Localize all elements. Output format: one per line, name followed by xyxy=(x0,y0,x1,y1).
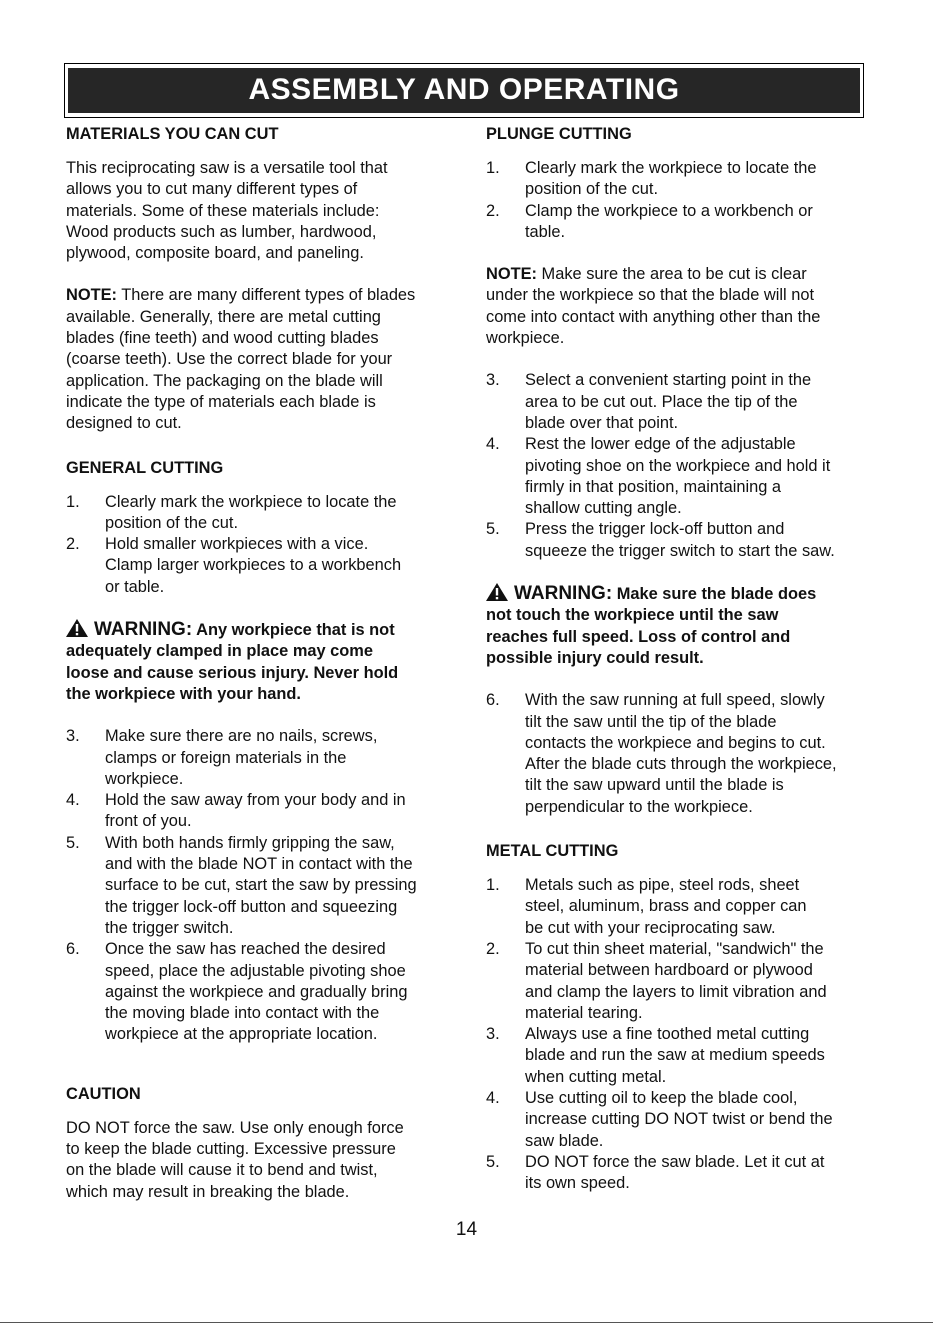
list-item: 1. Metals such as pipe, steel rods, sheet steel, aluminum, brass and copper can be cut with your reciprocating saw. xyxy=(486,876,807,937)
section-title: ASSEMBLY AND OPERATING xyxy=(68,68,860,113)
warning-triangle-icon xyxy=(66,619,88,637)
speed-warning: WARNING: Make sure the blade does not touch the workpiece until the saw reaches full speed. Loss of control and possible injury could result. xyxy=(486,583,817,667)
list-item: 2. Clamp the workpiece to a workbench or table. xyxy=(486,201,813,241)
area-note: NOTE: Make sure the area to be cut is clear under the workpiece so that the blade will not come into contact with anything other than the workpiece. xyxy=(486,265,821,348)
right-column xyxy=(486,122,876,1194)
caution-heading: CAUTION xyxy=(66,1084,141,1103)
list-item: 4. Rest the lower edge of the adjustable pivoting shoe on the workpiece and hold it firmly in that position, maintaining a shallow cutting angle. xyxy=(486,435,831,518)
list-item: 6. Once the saw has reached the desired speed, place the adjustable pivoting shoe against the workpiece and gradually bring the moving blade into contact with the workpiece at the appropriate location. xyxy=(66,940,408,1044)
list-item: 6. With the saw running at full speed, slowly tilt the saw until the tip of the blade contacts the workpiece and begins to cut. After the blade cuts through the workpiece, tilt the saw upward until the blade is perpendicular to the workpiece. xyxy=(486,691,837,816)
plunge-steps-c xyxy=(486,690,876,818)
left-column xyxy=(66,122,451,1203)
section-banner xyxy=(64,63,864,118)
clamp-warning: WARNING: Any workpiece that is not adequately clamped in place may come loose and cause serious injury. Never hold the workpiece with your hand. xyxy=(66,619,399,703)
note-label: NOTE: xyxy=(66,286,117,305)
list-item: 3. Select a convenient starting point in the area to be cut out. Place the tip of the blade over that point. xyxy=(486,371,812,432)
warning-word: WARNING: xyxy=(514,583,613,605)
bottom-divider xyxy=(0,1322,933,1323)
page-number: 14 xyxy=(455,1219,478,1240)
list-item: 2. To cut thin sheet material, "sandwich" the material between hardboard or plywood and clamp the layers to limit vibration and material tearing. xyxy=(486,939,827,1022)
caution-paragraph: DO NOT force the saw. Use only enough force to keep the blade cutting. Excessive pressure on the blade will cause it to bend and twist, which may result in breaking the blade. xyxy=(66,1118,404,1201)
warning-word: WARNING: xyxy=(94,619,193,641)
plunge-steps-b xyxy=(486,370,876,562)
list-item: 5. Press the trigger lock-off button and squeeze the trigger switch to start the saw. xyxy=(486,520,835,560)
list-item: 4. Use cutting oil to keep the blade cool, increase cutting DO NOT twist or bend the saw blade. xyxy=(486,1088,833,1150)
general-steps-a xyxy=(66,492,451,598)
metal-cutting-heading: METAL CUTTING xyxy=(486,842,619,861)
materials-heading: MATERIALS YOU CAN CUT xyxy=(66,125,279,143)
list-item: 5. With both hands firmly gripping the saw, and with the blade NOT in contact with the surface to be cut, start the saw by pressing the trigger lock-off button and squeezing the trigger switch. xyxy=(66,833,417,937)
list-item: 5. DO NOT force the saw blade. Let it cut at its own speed. xyxy=(486,1152,825,1193)
general-steps-b xyxy=(66,726,451,1045)
general-cutting-heading: GENERAL CUTTING xyxy=(66,458,224,477)
warning-triangle-icon xyxy=(486,583,508,601)
note-label: NOTE: xyxy=(486,265,537,284)
list-item: 3. Always use a fine toothed metal cutting blade and run the saw at medium speeds when cutting metal. xyxy=(486,1025,825,1086)
blades-note: NOTE: There are many different types of blades available. Generally, there are metal cutting blades (fine teeth) and wood cutting blades (coarse teeth). Use the correct blade for your application. The packaging on the blade will indicate the type of materials each blade is designed to cut. xyxy=(66,286,416,433)
list-item: 3. Make sure there are no nails, screws, clamps or foreign materials in the workpiece. xyxy=(66,727,378,788)
materials-paragraph: This reciprocating saw is a versatile tool that allows you to cut many different types of materials. Some of these materials include: Wood products such as lumber, hardwood, plywood, composite board, and paneling. xyxy=(66,159,388,263)
plunge-cutting-heading: PLUNGE CUTTING xyxy=(486,125,632,143)
list-item: 2. Hold smaller workpieces with a vice. Clamp larger workpieces to a workbench or table. xyxy=(66,535,402,596)
list-item: 4. Hold the saw away from your body and in front of you. xyxy=(66,791,406,831)
plunge-steps-a xyxy=(486,158,876,243)
list-item: 1. Clearly mark the workpiece to locate the position of the cut. xyxy=(66,492,397,532)
list-item: 1. Clearly mark the workpiece to locate the position of the cut. xyxy=(486,159,817,199)
metal-steps xyxy=(486,875,876,1194)
